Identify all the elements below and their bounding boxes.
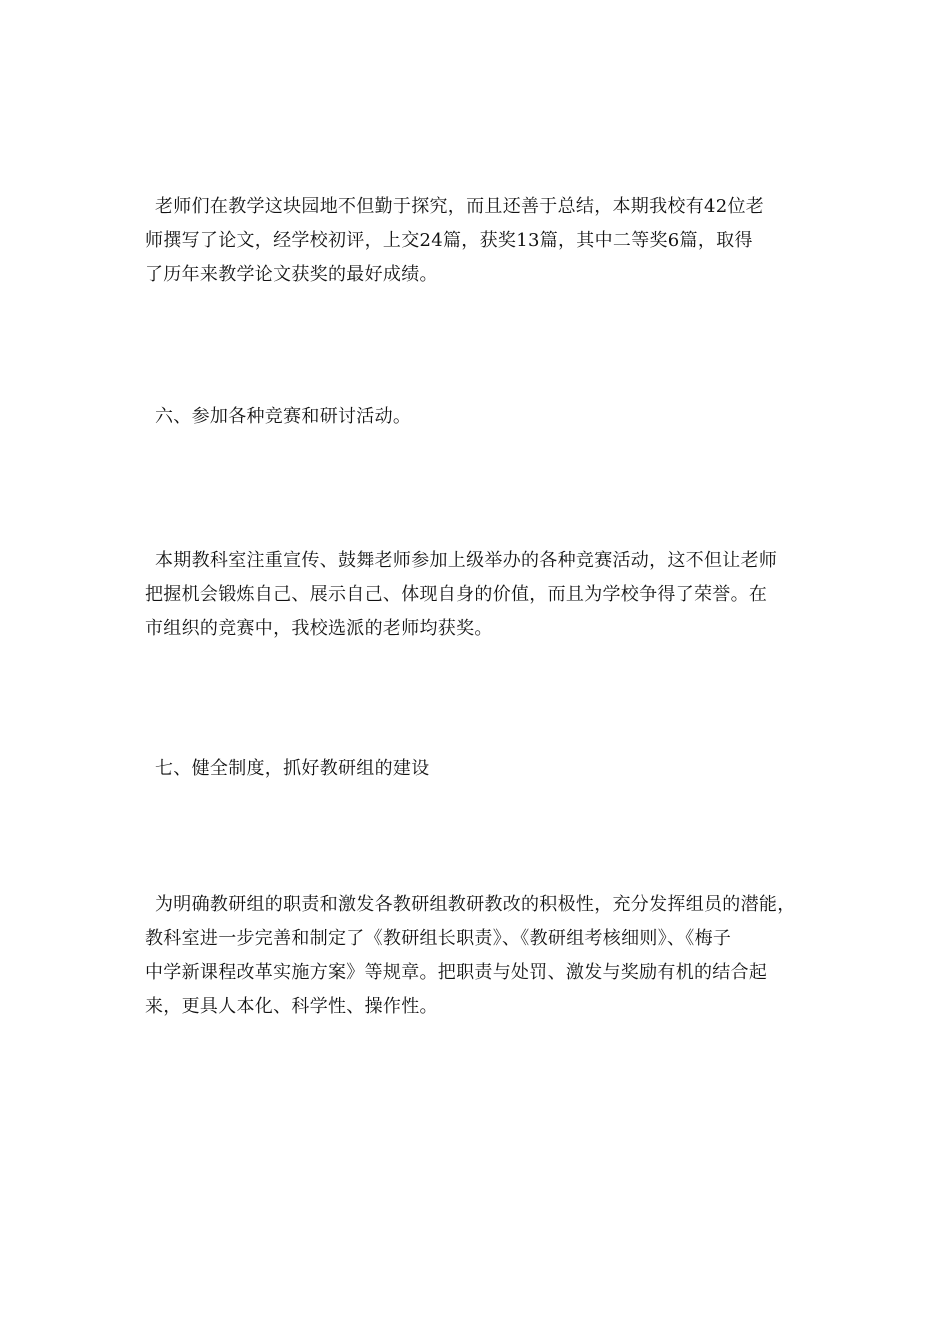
paragraph-research-papers	[145, 190, 805, 292]
paragraph-competitions	[145, 544, 805, 646]
paragraph-line: 本期教科室注重宣传、鼓舞老师参加上级举办的各种竞赛活动，这不但让老师	[155, 550, 778, 571]
paragraph-line: 为明确教研组的职责和激发各教研组教研教改的积极性，充分发挥组员的潜能，	[155, 894, 796, 915]
section-heading-competitions: 六、参加各种竞赛和研讨活动。	[155, 406, 412, 427]
paragraph-line: 师撰写了论文，经学校初评，上交24篇，获奖13篇，其中二等奖6篇，取得	[145, 230, 753, 251]
paragraph-research-groups	[145, 888, 805, 1024]
paragraph-line: 了历年来教学论文获奖的最好成绩。	[145, 264, 438, 285]
paragraph-line: 市组织的竞赛中，我校选派的老师均获奖。	[145, 618, 493, 639]
paragraph-line: 教科室进一步完善和制定了《教研组长职责》、《教研组考核细则》、《梅子	[145, 928, 732, 949]
section-heading-research-groups: 七、健全制度，抓好教研组的建设	[155, 758, 430, 779]
paragraph-line: 中学新课程改革实施方案》等规章。把职责与处罚、激发与奖励有机的结合起	[145, 962, 768, 983]
paragraph-line: 把握机会锻炼自己、展示自己、体现自身的价值，而且为学校争得了荣誉。在	[145, 584, 768, 605]
paragraph-line: 老师们在教学这块园地不但勤于探究，而且还善于总结，本期我校有42位老	[155, 196, 765, 217]
paragraph-line: 来，更具人本化、科学性、操作性。	[145, 996, 438, 1017]
